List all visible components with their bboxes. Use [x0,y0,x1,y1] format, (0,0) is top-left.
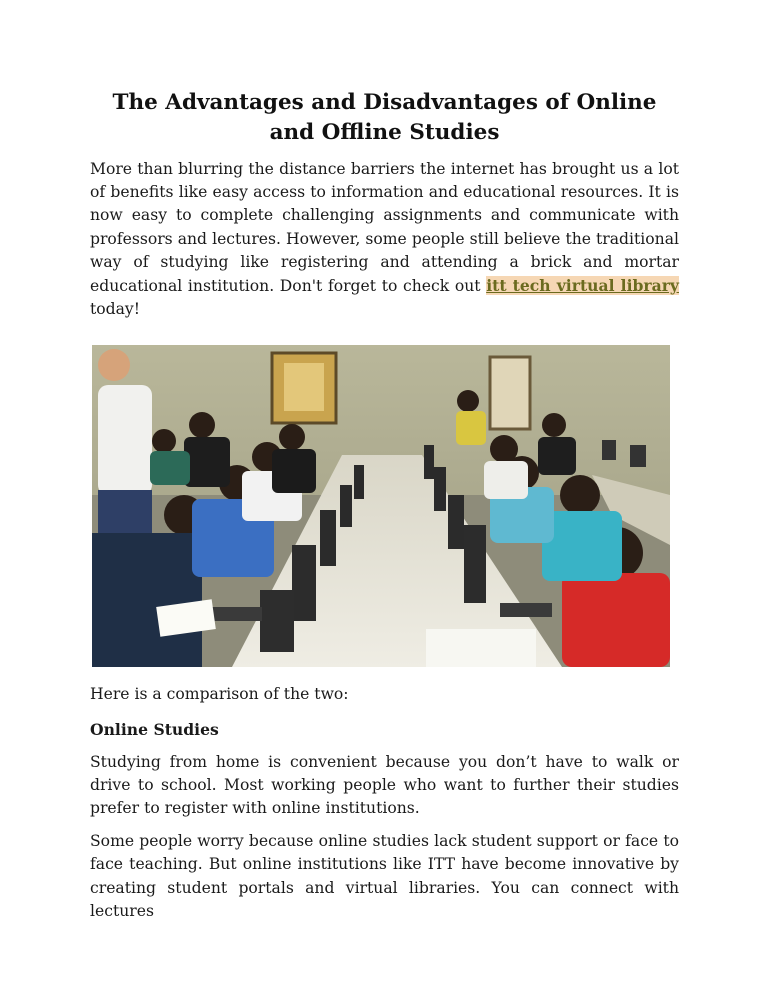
section-heading-online-studies: Online Studies [90,719,219,739]
body-paragraph-2: Some people worry because online studies lack student support or face to face teaching. But online institutions like ITT have become innovative by creating student portals and virtual libraries. You can connect with lectures [90,832,679,920]
document-title: The Advantages and Disadvantages of Online and Offline Studies [112,90,657,145]
intro-paragraph [90,158,679,321]
intro-text-end: today! [90,300,141,319]
itt-tech-virtual-library-link[interactable]: itt tech virtual library [486,276,679,296]
body-paragraph-1: Studying from home is convenient because you don’t have to walk or drive to school. Most working people who want to further their studies prefer to register with online institutions. [90,752,679,818]
intro-text: More than blurring the distance barriers the internet has brought us a lot of benefits like easy access to information and educational resources. It is now easy to complete challenging assignments and communicate with professors and lectures. However, some people still believe the traditional way of studying like registering and attending a brick and mortar educational institution. Don't forget to check out [90,160,679,296]
comparison-intro: Here is a comparison of the two: [90,685,349,704]
classroom-photo [92,345,670,667]
